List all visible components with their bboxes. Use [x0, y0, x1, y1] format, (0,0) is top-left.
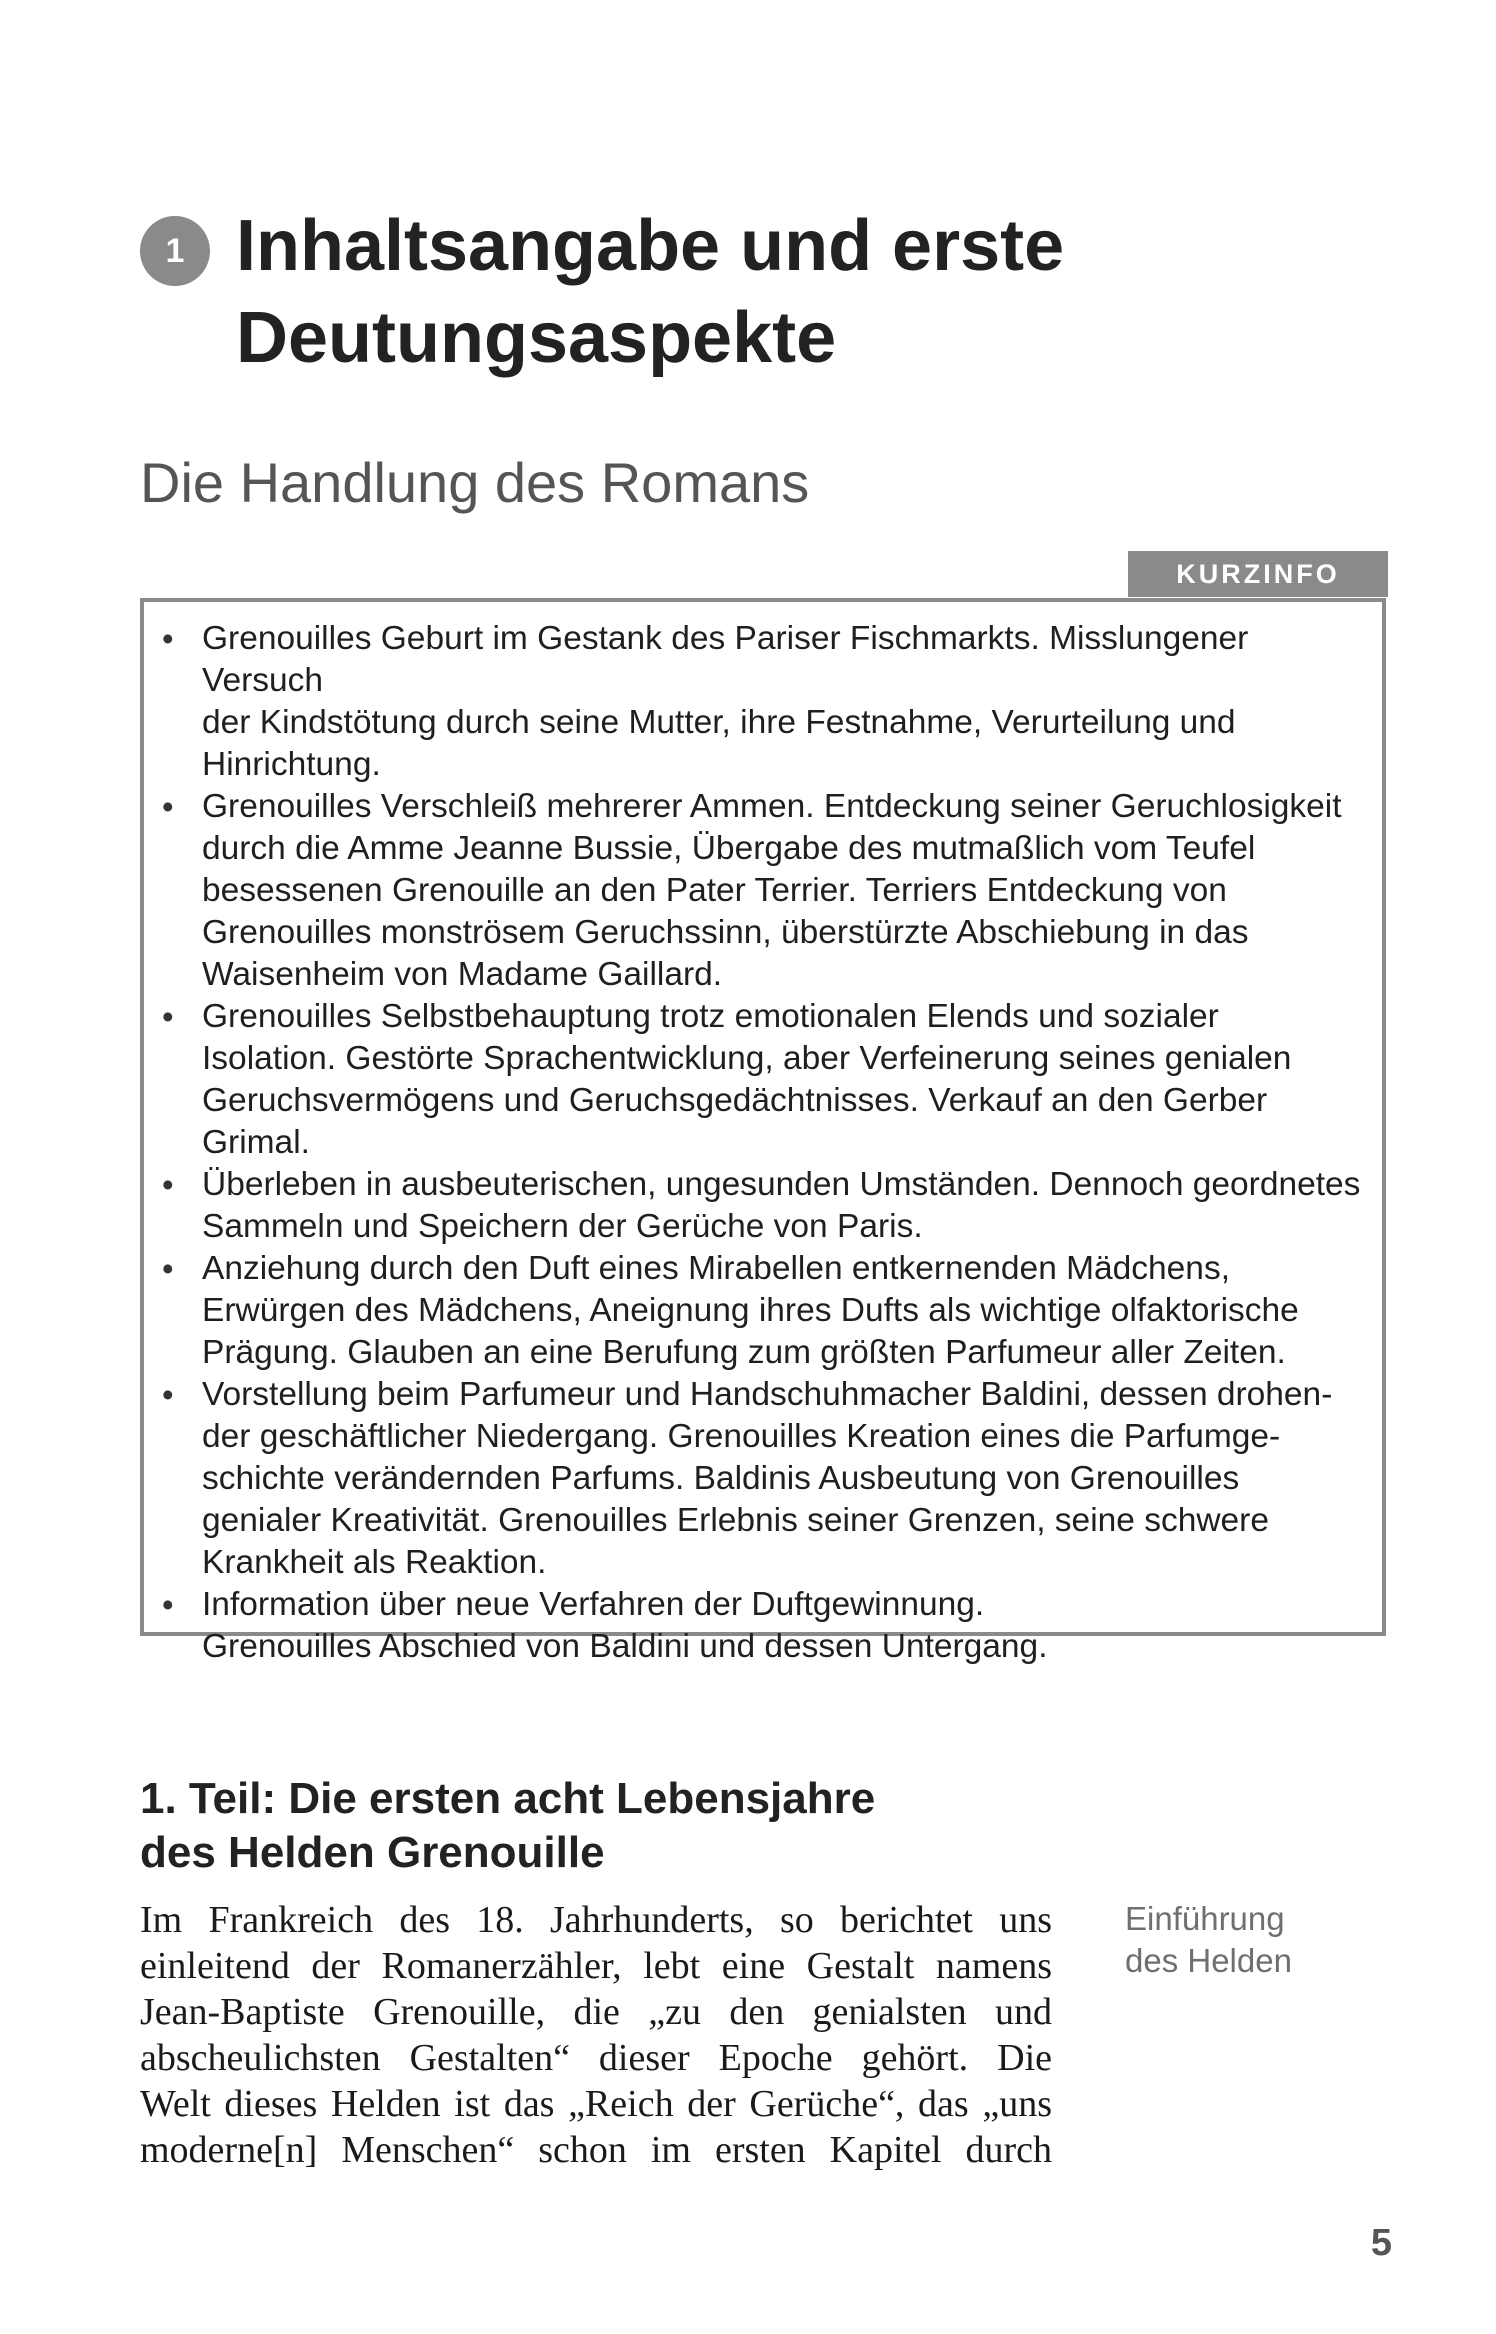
kurzinfo-line: • Vorstellung beim Parfumeur und Handschuhmacher Baldini, dessen drohen-	[202, 1376, 1333, 1413]
body-line: abscheulichsten Gestalten“ dieser Epoche gehört. Die	[140, 2037, 1052, 2079]
kurzinfo-line: Isolation. Gestörte Sprachentwicklung, aber Verfeinerung seines genialen	[202, 1040, 1292, 1077]
kurzinfo-line: Grenouilles Abschied von Baldini und dessen Untergang.	[202, 1628, 1048, 1665]
kurzinfo-line: Erwürgen des Mädchens, Aneignung ihres Dufts als wichtige olfaktorische	[202, 1292, 1299, 1329]
kurzinfo-item	[202, 618, 1362, 786]
page-number: 5	[1370, 2222, 1392, 2264]
kurzinfo-list	[144, 602, 1382, 1668]
kurzinfo-item	[202, 1164, 1362, 1248]
kurzinfo-line: • Grenouilles Geburt im Gestank des Pariser Fischmarkts. Misslungener Versuch	[202, 620, 1249, 699]
kurzinfo-item	[202, 786, 1362, 996]
kurzinfo-line: Hinrichtung.	[202, 746, 381, 783]
kurzinfo-line: Grenouilles monströsem Geruchssinn, überstürzte Abschiebung in das	[202, 914, 1249, 951]
kurzinfo-line: • Grenouilles Verschleiß mehrerer Ammen. Entdeckung seiner Geruchlosigkeit	[202, 788, 1342, 825]
kurzinfo-line: Geruchsvermögens und Geruchsgedächtnisses. Verkauf an den Gerber	[202, 1082, 1268, 1119]
kurzinfo-line: Prägung. Glauben an eine Berufung zum größten Parfumeur aller Zeiten.	[202, 1334, 1286, 1371]
body-paragraph	[140, 1897, 1052, 2173]
margin-note	[1125, 1898, 1355, 1982]
chapter-title-line-1: Inhaltsangabe und erste	[236, 206, 1065, 286]
kurzinfo-line: schichte verändernden Parfums. Baldinis Ausbeutung von Grenouilles	[202, 1460, 1240, 1497]
kurzinfo-line: • Überleben in ausbeuterischen, ungesunden Umständen. Dennoch geordnetes	[202, 1166, 1361, 1203]
part-title-line-1: 1. Teil: Die ersten acht Lebensjahre	[140, 1774, 876, 1823]
body-line: Jean-Baptiste Grenouille, die „zu den genialsten und	[140, 1991, 1052, 2033]
kurzinfo-item	[202, 1374, 1362, 1584]
chapter-title-line-2: Deutungsaspekte	[236, 298, 837, 378]
margin-note-line-1: Einführung	[1125, 1900, 1285, 1937]
body-line: moderne[n] Menschen“ schon im ersten Kapitel durch	[140, 2129, 1052, 2171]
body-line: Welt dieses Helden ist das „Reich der Gerüche“, das „uns	[140, 2083, 1052, 2125]
kurzinfo-label: KURZINFO	[1128, 551, 1388, 597]
kurzinfo-item	[202, 1584, 1362, 1668]
kurzinfo-line: Waisenheim von Madame Gaillard.	[202, 956, 723, 993]
chapter-title	[236, 200, 1216, 384]
kurzinfo-line: besessenen Grenouille an den Pater Terrier. Terriers Entdeckung von	[202, 872, 1227, 909]
kurzinfo-line: • Information über neue Verfahren der Duftgewinnung.	[202, 1586, 985, 1623]
kurzinfo-line: Krankheit als Reaktion.	[202, 1544, 547, 1581]
part-title-line-2: des Helden Grenouille	[140, 1828, 605, 1877]
kurzinfo-item	[202, 996, 1362, 1164]
body-line: einleitend der Romanerzähler, lebt eine Gestalt namens	[140, 1945, 1052, 1987]
kurzinfo-line: Sammeln und Speichern der Gerüche von Paris.	[202, 1208, 923, 1245]
kurzinfo-line: Grimal.	[202, 1124, 310, 1161]
kurzinfo-line: der geschäftlicher Niedergang. Grenouilles Kreation eines die Parfumge-	[202, 1418, 1281, 1455]
kurzinfo-line: genialer Kreativität. Grenouilles Erlebnis seiner Grenzen, seine schwere	[202, 1502, 1269, 1539]
kurzinfo-line: • Anziehung durch den Duft eines Mirabellen entkernenden Mädchens,	[202, 1250, 1230, 1287]
kurzinfo-line: durch die Amme Jeanne Bussie, Übergabe des mutmaßlich vom Teufel	[202, 830, 1256, 867]
section-title: Die Handlung des Romans	[140, 451, 810, 514]
body-line: Im Frankreich des 18. Jahrhunderts, so berichtet uns	[140, 1899, 1052, 1941]
chapter-number-badge: 1	[140, 216, 210, 286]
kurzinfo-line: der Kindstötung durch seine Mutter, ihre Festnahme, Verurteilung und	[202, 704, 1236, 741]
kurzinfo-line: • Grenouilles Selbstbehauptung trotz emotionalen Elends und sozialer	[202, 998, 1219, 1035]
part-title	[140, 1772, 940, 1880]
kurzinfo-box	[140, 598, 1386, 1665]
kurzinfo-item	[202, 1248, 1362, 1374]
margin-note-line-2: des Helden	[1125, 1942, 1292, 1979]
